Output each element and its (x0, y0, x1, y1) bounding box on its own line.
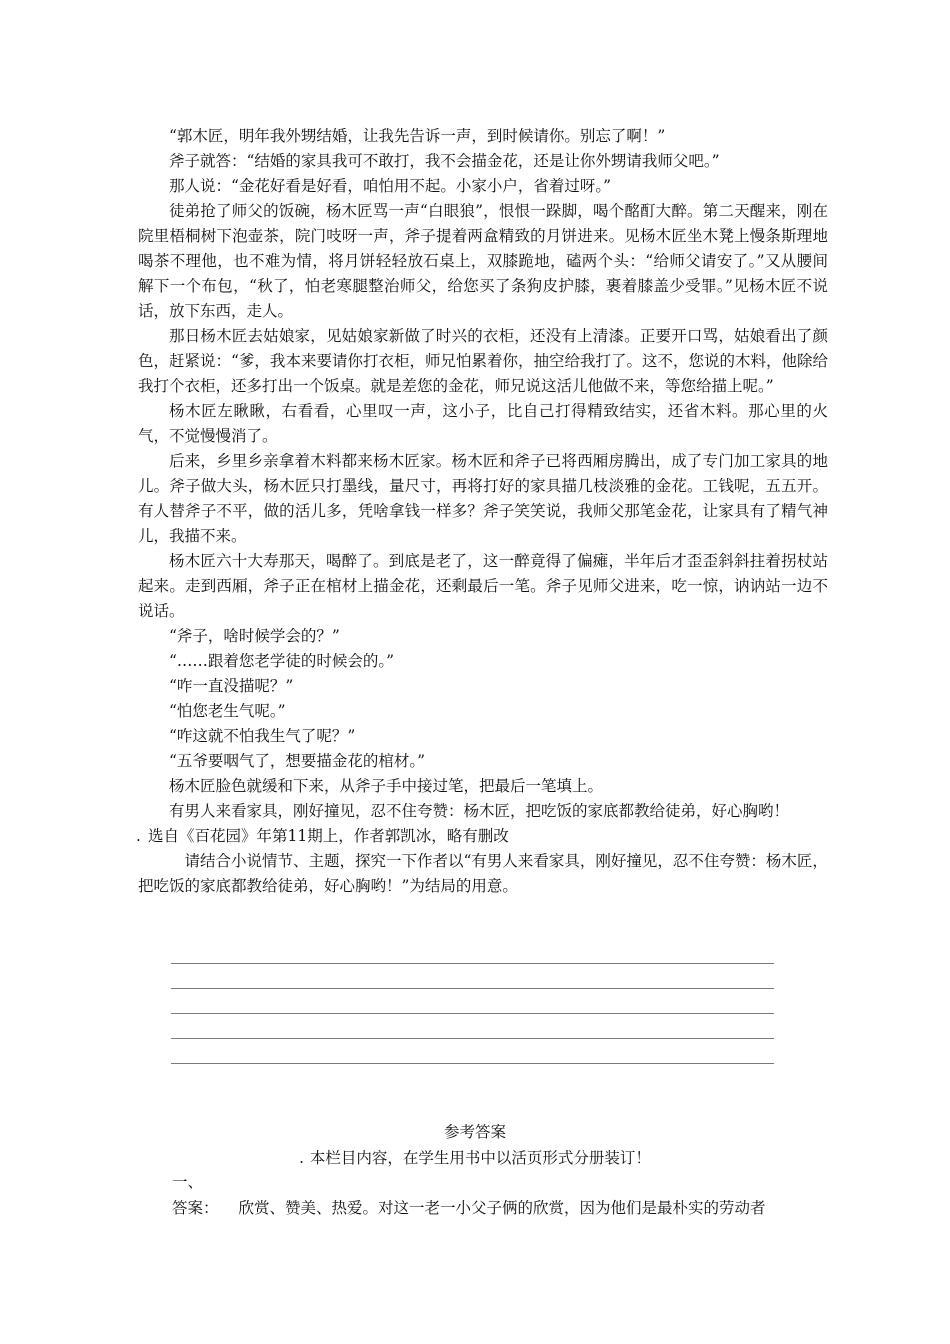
question-prompt: 请结合小说情节、主题，探究一下作者以“有男人来看家具，刚好撞见，忍不住夸赞：杨木匠，把吃饭的家底都教给徒弟，好心胸哟！”为结局的用意。 (138, 852, 828, 895)
answer-line (171, 1013, 774, 1014)
story-paragraph: 杨木匠左瞅瞅，右看看，心里叹一声，这小子，比自己打得精致结实，还省木料。那心里的火气，不觉慢慢消了。 (138, 402, 828, 445)
answer-label: 答案： (172, 1199, 219, 1217)
dialogue-line: “斧子，啥时候学会的？” (169, 627, 340, 645)
dot-mark: . (299, 1149, 304, 1167)
story-paragraph: 那人说：“金花好看是好看，咱怕用不起。小家小户，省着过呀。” (169, 177, 612, 195)
answer-line (171, 963, 774, 964)
dialogue-line: “怕您老生气呢。” (169, 702, 286, 720)
story-paragraph: 杨木匠脸色就缓和下来，从斧子手中接过笔，把最后一笔填上。 (169, 777, 604, 795)
answer-line (171, 1038, 774, 1039)
dialogue-line: “五爷要咽气了，想要描金花的棺材。” (169, 752, 426, 770)
story-paragraph: 杨木匠六十大寿那天，喝醉了。到底是老了，这一醉竟得了偏瘫，半年后才歪歪斜斜拄着拐杖站起来。走到西厢，斧子正在棺材上描金花，还剩最后一笔。斧子见师父进来，吃一惊，讷讷站一边不说话。 (138, 552, 828, 620)
section-number: 一、 (172, 1173, 204, 1191)
answer-line-text (172, 1196, 766, 1218)
source-note (136, 824, 828, 849)
story-paragraph: 斧子就答：“结婚的家具我可不敢打，我不会描金花，还是让你外甥请我师父吧。” (169, 152, 720, 170)
dialogue-line: “咋这就不怕我生气了呢？” (169, 727, 356, 745)
dialogue-line: “……跟着您老学徒的时候会的。” (169, 652, 395, 670)
story-paragraph: 徒弟抢了师父的饭碗，杨木匠骂一声“白眼狼”，恨恨一跺脚，喝个酩酊大醉。第二天醒来，刚在院里梧桐树下泡壶茶，院门吱呀一声，斧子提着两盒精致的月饼进来。见杨木匠坐木凳上慢条斯理地喝茶不理他，也不难为情，将月饼轻轻放石桌上，双膝跪地，磕两个头：“给师父请安了。”又从腰间解下一个布包，“秋了，怕老寒腿整治师父，给您买了条狗皮护膝，裹着膝盖少受罪。”见杨木匠不说话，放下东西，走人。 (138, 202, 828, 320)
binding-note (0, 1146, 950, 1168)
story-paragraph: 有男人来看家具，刚好撞见，忍不住夸赞：杨木匠，把吃饭的家底都教给徒弟，好心胸哟！ (169, 802, 790, 820)
reference-answer-title: 参考答案 (443, 1123, 506, 1141)
binding-note-text: 本栏目内容，在学生用书中以活页形式分册装订！ (309, 1149, 651, 1167)
story-paragraph: 那日杨木匠去姑娘家，见姑娘家新做了时兴的衣柜，还没有上清漆。正要开口骂，姑娘看出了颜色，赶紧说：“爹，我本来要请你打衣柜，师兄怕累着你，抽空给我打了。这不，您说的木料，他除给我打个衣柜，还多打出一个饭桌。就是差您的金花，师兄说这活儿他做不来，等您给描上呢。” (138, 327, 828, 395)
story-paragraph: 后来，乡里乡亲拿着木料都来杨木匠家。杨木匠和斧子已将西厢房腾出，成了专门加工家具的地儿。斧子做大头，杨木匠只打墨线，量尺寸，再将打好的家具描几枝淡雅的金花。工钱呢，五五开。有人替斧子不平，做的活儿多，凭啥拿钱一样多？斧子笑笑说，我师父那笔金花，让家具有了精气神儿，我描不来。 (138, 452, 828, 545)
story-body (138, 124, 828, 899)
answer-text: 欣赏、赞美、热爱。对这一老一小父子俩的欣赏，因为他们是最朴实的劳动者 (238, 1199, 766, 1217)
story-paragraph: “郭木匠，明年我外甥结婚，让我先告诉一声，到时候请你。别忘了啊！” (169, 127, 666, 145)
answer-lines (171, 963, 774, 1088)
answer-line (171, 988, 774, 989)
dialogue-line: “咋一直没描呢？” (169, 677, 294, 695)
source-text: 选自《百花园》年第11期上，作者郭凯冰，略有删改 (148, 827, 509, 845)
dot-mark: . (136, 827, 141, 845)
answer-line (171, 1063, 774, 1064)
